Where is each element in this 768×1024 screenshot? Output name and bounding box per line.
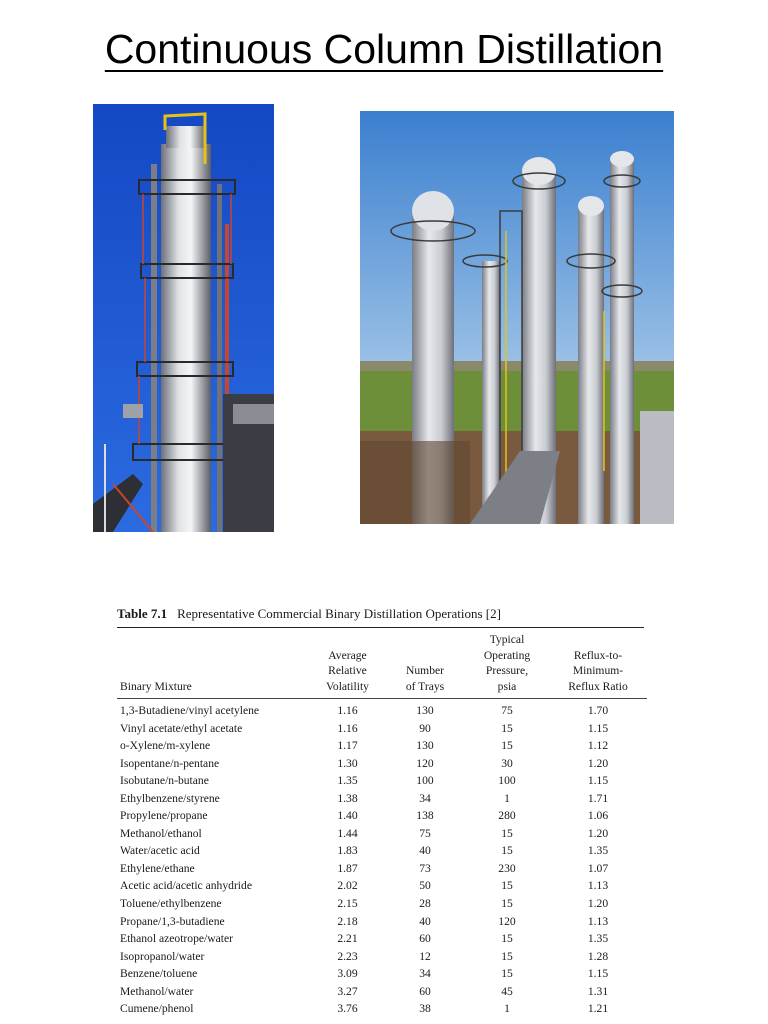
cell-reflux: 1.13 [587,914,609,928]
cell-pressure: 15 [501,897,513,911]
cell-trays: 90 [419,721,431,735]
table-row [117,965,647,983]
cell-pressure: 1 [504,791,510,805]
table-row [117,930,647,948]
cell-reflux: 1.35 [587,932,609,946]
cell-volatility: 1.38 [337,791,358,805]
table-row [117,895,647,913]
cell-volatility: 1.30 [337,756,358,770]
table-row [117,720,647,738]
header-pressure: Typical Operating Pressure, psia [483,633,531,693]
cell-trays: 100 [416,774,434,788]
cell-mixture: Isopentane/n-pentane [120,756,220,770]
cell-reflux: 1.12 [587,739,609,753]
table-row [117,807,647,825]
cell-volatility: 3.09 [337,967,358,981]
cell-trays: 34 [419,967,431,981]
table-row [117,913,647,931]
cell-pressure: 120 [498,914,516,928]
cell-trays: 38 [419,1002,431,1016]
cell-trays: 75 [419,826,431,840]
cell-reflux: 1.06 [587,809,609,823]
cell-pressure: 230 [498,861,516,875]
cell-trays: 130 [416,739,434,753]
table-row [117,755,647,773]
table-row [117,772,647,790]
cell-reflux: 1.07 [587,861,609,875]
cell-mixture: Benzene/toluene [120,967,198,981]
distillation-columns-photo-right [360,111,674,524]
table-title: Representative Commercial Binary Distillation Operations [2] [177,606,501,621]
cell-pressure: 1 [504,1002,510,1016]
cell-pressure: 15 [501,721,513,735]
cell-volatility: 2.02 [337,879,358,893]
cell-mixture: Methanol/ethanol [120,826,202,840]
cell-trays: 60 [419,932,431,946]
cell-reflux: 1.20 [587,897,609,911]
cell-reflux: 1.15 [587,774,609,788]
cell-volatility: 3.76 [337,1002,358,1016]
cell-volatility: 1.17 [337,739,358,753]
cell-reflux: 1.15 [587,721,609,735]
header-trays: Number of Trays [405,664,445,693]
table-row [117,790,647,808]
cell-pressure: 15 [501,932,513,946]
table-row [117,877,647,895]
cell-mixture: Ethylbenzene/styrene [120,791,220,805]
header-row [117,628,647,699]
cell-trays: 73 [419,861,431,875]
distillation-column-photo-left [93,104,274,532]
cell-trays: 40 [419,914,431,928]
cell-reflux: 1.31 [587,984,609,998]
cell-trays: 34 [419,791,431,805]
cell-trays: 12 [419,949,431,963]
cell-trays: 138 [416,809,434,823]
table-row [117,860,647,878]
cell-trays: 28 [419,897,431,911]
cell-pressure: 15 [501,844,513,858]
header-reflux: Reflux-to- Minimum- Reflux Ratio [568,648,628,693]
cell-volatility: 1.83 [337,844,358,858]
cell-pressure: 15 [501,949,513,963]
table-row [117,825,647,843]
cell-reflux: 1.70 [587,704,609,717]
cell-mixture: Methanol/water [120,984,194,998]
cell-reflux: 1.13 [587,879,609,893]
cell-mixture: 1,3-Butadiene/vinyl acetylene [120,704,260,717]
cell-trays: 60 [419,984,431,998]
table-caption [117,606,644,622]
cell-reflux: 1.15 [587,967,609,981]
cell-volatility: 1.16 [337,721,358,735]
cell-volatility: 1.87 [337,861,358,875]
cell-pressure: 280 [498,809,516,823]
cell-reflux: 1.28 [587,949,609,963]
cell-mixture: o-Xylene/m-xylene [120,739,211,753]
cell-reflux: 1.20 [587,756,609,770]
cell-mixture: Ethylene/ethane [120,861,195,875]
cell-volatility: 1.44 [337,826,358,840]
header-volatility: Average Relative Volatility [326,648,369,693]
cell-mixture: Acetic acid/acetic anhydride [120,879,252,893]
cell-pressure: 75 [501,704,513,717]
distillation-table [117,606,644,1018]
cell-mixture: Isopropanol/water [120,949,205,963]
cell-mixture: Propane/1,3-butadiene [120,914,225,928]
cell-trays: 120 [416,756,434,770]
cell-reflux: 1.35 [587,844,609,858]
data-table [117,628,647,1018]
table-row [117,737,647,755]
cell-mixture: Propylene/propane [120,809,208,823]
header-mixture: Binary Mixture [120,679,192,693]
cell-volatility: 2.18 [337,914,358,928]
cell-volatility: 1.35 [337,774,358,788]
table-row [117,699,647,720]
cell-mixture: Ethanol azeotrope/water [120,932,233,946]
cell-volatility: 1.16 [337,704,358,717]
cell-trays: 40 [419,844,431,858]
cell-pressure: 15 [501,739,513,753]
cell-reflux: 1.20 [587,826,609,840]
cell-volatility: 2.15 [337,897,358,911]
cell-trays: 130 [416,704,434,717]
table-row [117,983,647,1001]
cell-pressure: 100 [498,774,516,788]
cell-reflux: 1.21 [587,1002,609,1016]
cell-volatility: 2.21 [337,932,358,946]
table-body [117,699,647,1018]
cell-mixture: Isobutane/n-butane [120,774,209,788]
cell-volatility: 1.40 [337,809,358,823]
cell-pressure: 30 [501,756,513,770]
cell-pressure: 15 [501,826,513,840]
cell-volatility: 2.23 [337,949,358,963]
cell-pressure: 45 [501,984,513,998]
cell-trays: 50 [419,879,431,893]
table-number: Table 7.1 [117,606,168,621]
table-row [117,842,647,860]
cell-pressure: 15 [501,879,513,893]
table-row [117,948,647,966]
page-title: Continuous Column Distillation [104,26,664,72]
cell-volatility: 3.27 [337,984,358,998]
cell-mixture: Cumene/phenol [120,1002,194,1016]
cell-mixture: Water/acetic acid [120,844,200,858]
cell-pressure: 15 [501,967,513,981]
cell-mixture: Toluene/ethylbenzene [120,897,222,911]
cell-reflux: 1.71 [587,791,609,805]
cell-mixture: Vinyl acetate/ethyl acetate [120,721,243,735]
table-row [117,1000,647,1018]
